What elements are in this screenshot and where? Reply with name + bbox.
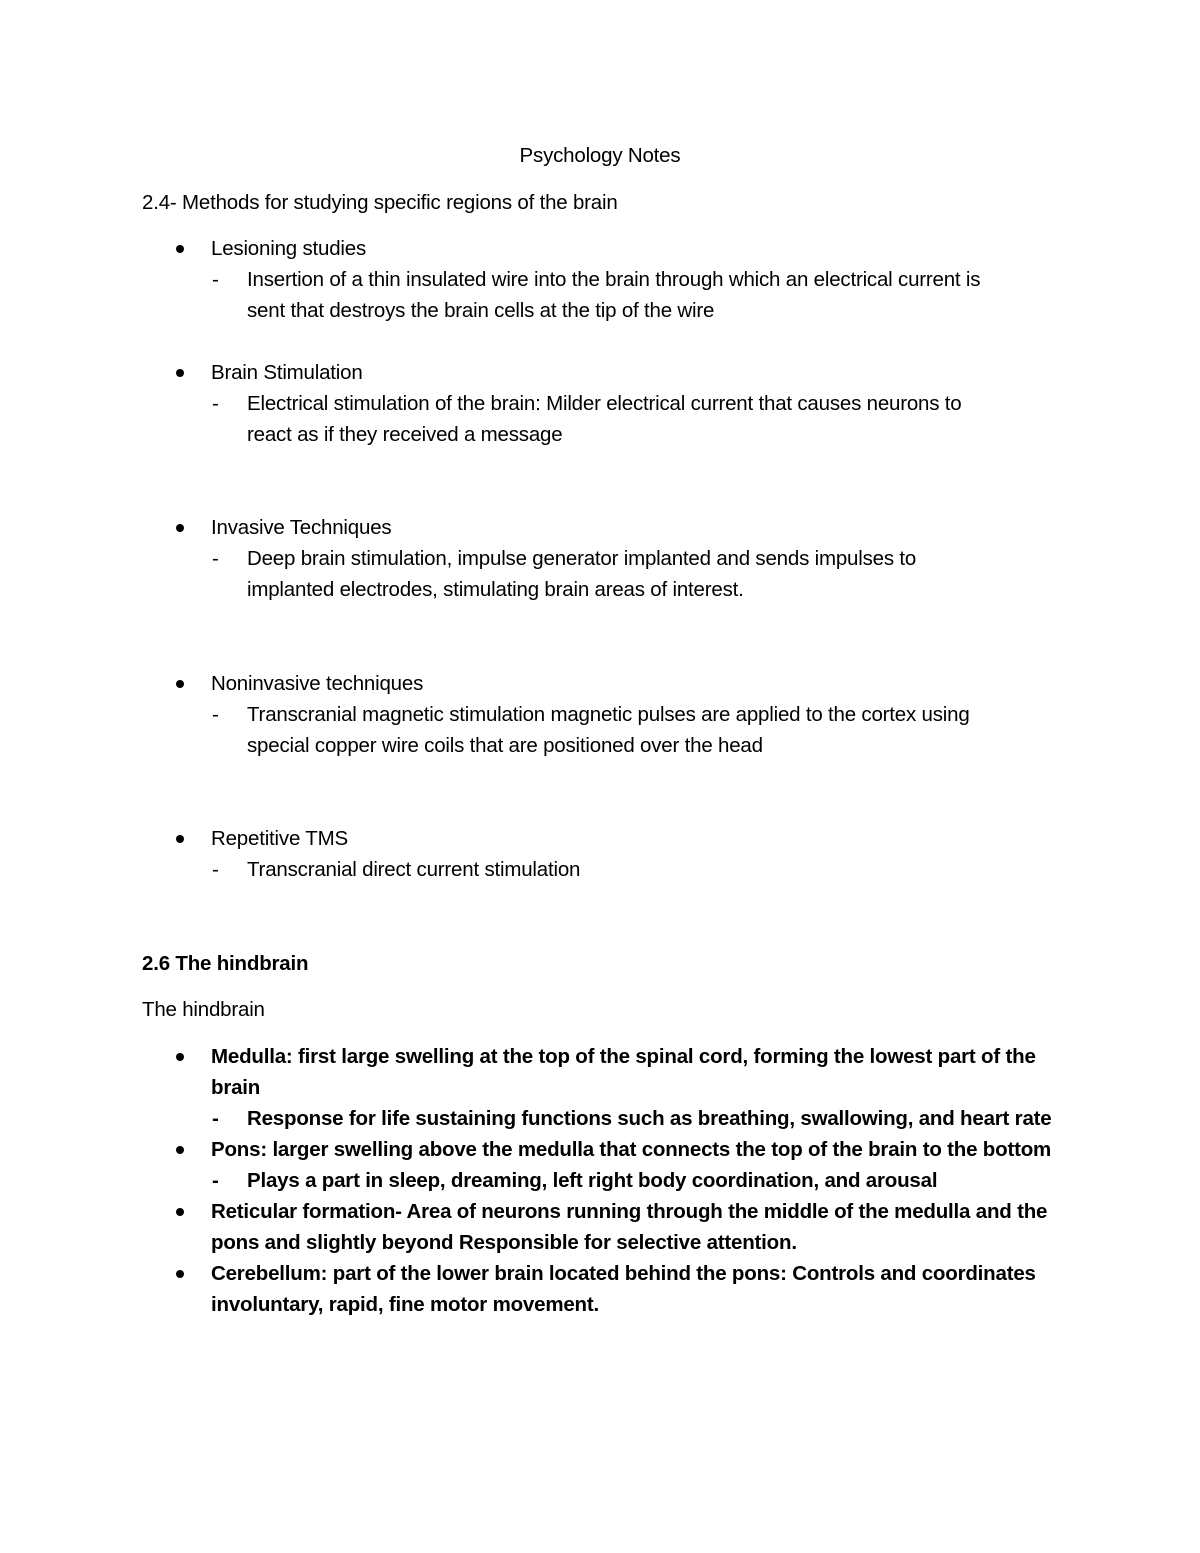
list-item-detail: Electrical stimulation of the brain: Milder electrical current that causes neurons to [247, 392, 962, 415]
list-item-text: pons and slightly beyond Responsible for selective attention. [211, 1231, 797, 1254]
bullet-icon [176, 680, 184, 688]
list-item-detail: Response for life sustaining functions such as breathing, swallowing, and heart rate [247, 1107, 1052, 1130]
dash-icon: - [212, 392, 219, 415]
dash-icon: - [212, 703, 219, 726]
section-heading-methods: 2.4- Methods for studying specific regions of the brain [142, 191, 618, 214]
list-item-text: Reticular formation- Area of neurons running through the middle of the medulla and the [211, 1200, 1048, 1223]
list-item-detail: Transcranial direct current stimulation [247, 858, 581, 881]
page-title: Psychology Notes [519, 144, 681, 167]
list-item-text: Cerebellum: part of the lower brain located behind the pons: Controls and coordinates [211, 1262, 1036, 1285]
list-item-detail: react as if they received a message [247, 423, 563, 446]
list-item-label: Repetitive TMS [211, 827, 348, 850]
bullet-icon [176, 835, 184, 843]
list-item-detail: Transcranial magnetic stimulation magnetic pulses are applied to the cortex using [247, 703, 970, 726]
bullet-icon [176, 1208, 184, 1216]
bullet-icon [176, 369, 184, 377]
list-item-label: Lesioning studies [211, 237, 367, 260]
list-item-text: Medulla: first large swelling at the top of the spinal cord, forming the lowest part of the [211, 1045, 1036, 1068]
dash-icon: - [212, 858, 219, 881]
list-item-text: involuntary, rapid, fine motor movement. [211, 1293, 600, 1316]
list-item-text: brain [211, 1076, 261, 1099]
list-item-detail: implanted electrodes, stimulating brain areas of interest. [247, 578, 744, 601]
list-item-label: Brain Stimulation [211, 361, 363, 384]
section-heading-hindbrain: 2.6 The hindbrain [142, 952, 309, 975]
section-intro: The hindbrain [142, 998, 265, 1021]
dash-icon: - [212, 1169, 219, 1192]
list-item-detail: Plays a part in sleep, dreaming, left right body coordination, and arousal [247, 1169, 938, 1192]
dash-icon: - [212, 268, 219, 291]
list-item-label: Invasive Techniques [211, 516, 392, 539]
bullet-icon [176, 245, 184, 253]
bullet-icon [176, 1053, 184, 1061]
dash-icon: - [212, 547, 219, 570]
bullet-icon [176, 1270, 184, 1278]
dash-icon: - [212, 1107, 219, 1130]
bullet-icon [176, 1146, 184, 1154]
list-item-label: Noninvasive techniques [211, 672, 424, 695]
list-item-detail: Insertion of a thin insulated wire into the brain through which an electrical current is [247, 268, 981, 291]
bullet-icon [176, 524, 184, 532]
list-item-detail: sent that destroys the brain cells at the tip of the wire [247, 299, 715, 322]
list-item-text: Pons: larger swelling above the medulla that connects the top of the brain to the bottom [211, 1138, 1052, 1161]
list-item-detail: special copper wire coils that are positioned over the head [247, 734, 763, 757]
list-item-detail: Deep brain stimulation, impulse generator implanted and sends impulses to [247, 547, 917, 570]
